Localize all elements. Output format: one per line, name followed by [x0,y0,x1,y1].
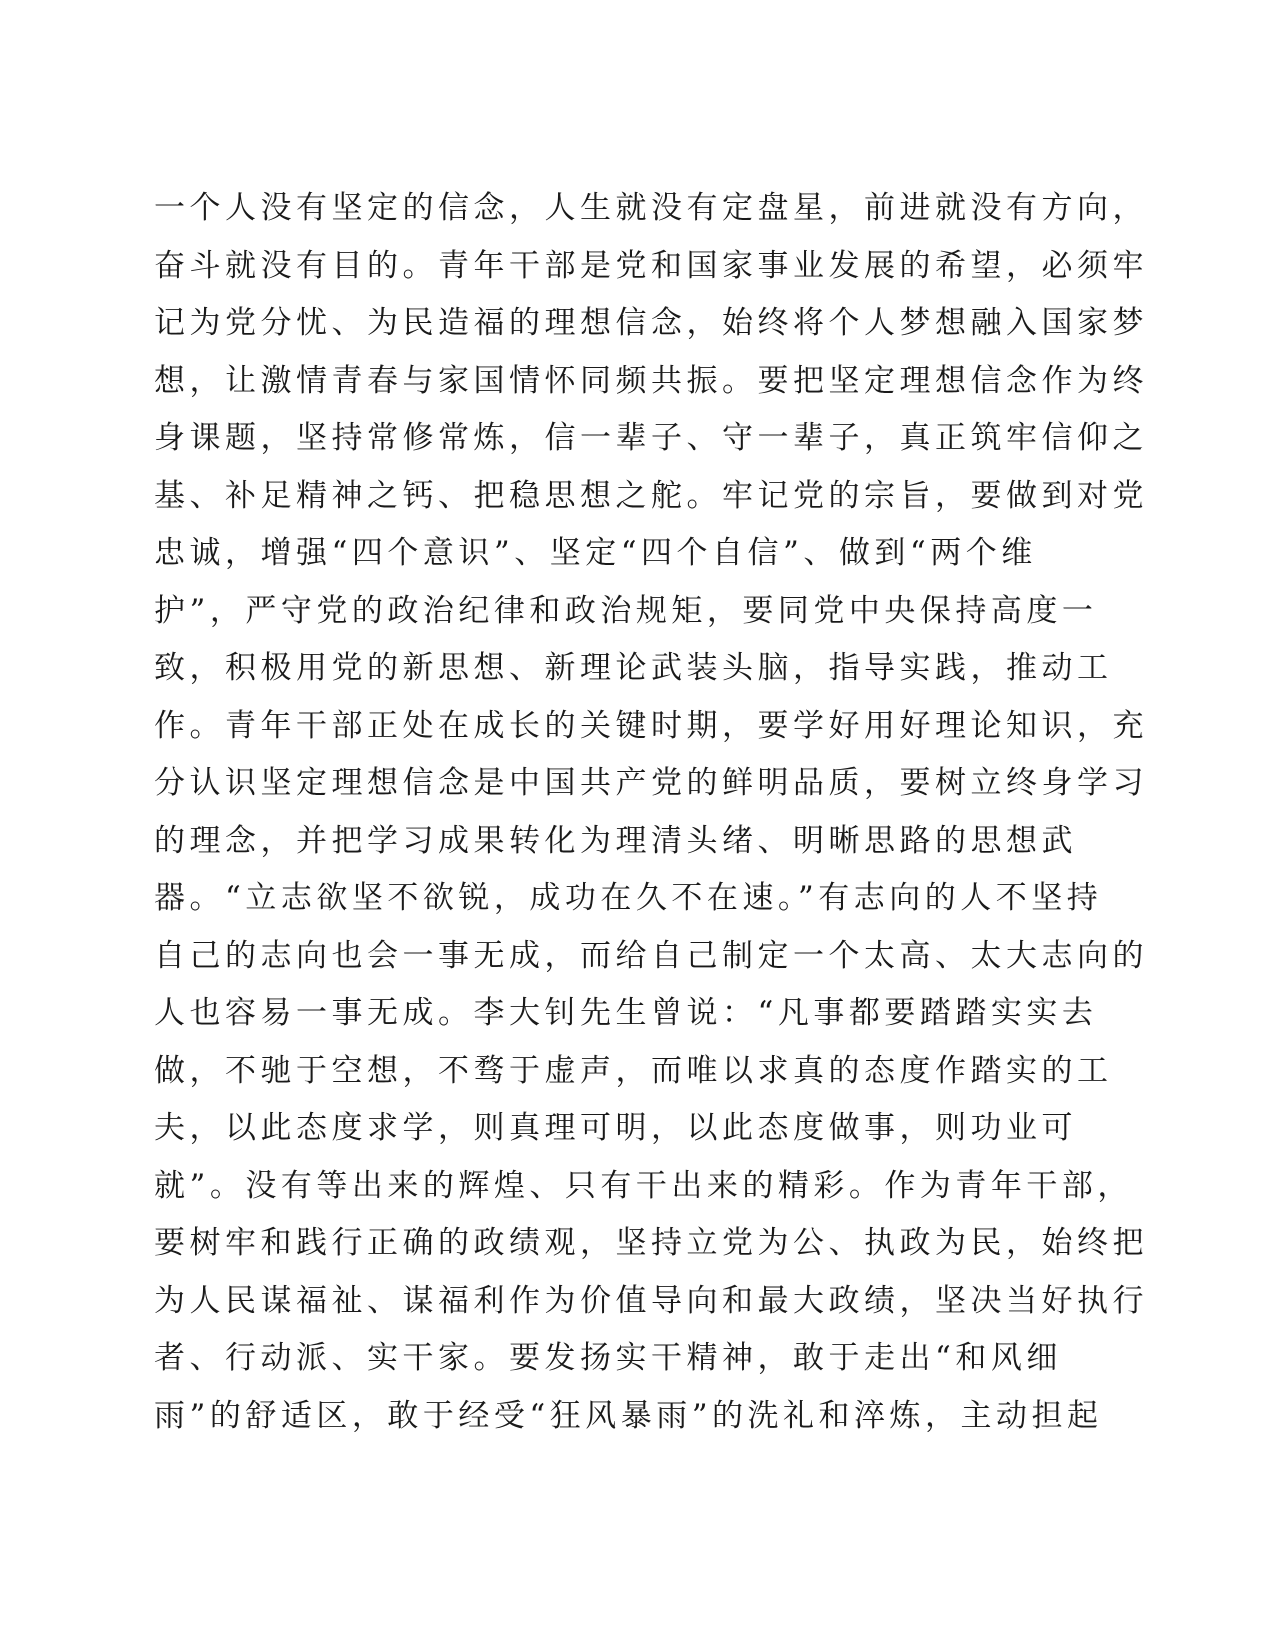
text-line: 身课题，坚持常修常炼，信一辈子、守一辈子，真正筑牢信仰之 [154,420,1148,456]
text-line: 奋斗就没有目的。青年干部是党和国家事业发展的希望，必须牢 [154,247,1148,284]
text-line: 忠诚，增强“四个意识”、坚定“四个自信”、做到“两个维 [154,535,1037,571]
text-line: 基、补足精神之钙、把稳思想之舵。牢记党的宗旨，要做到对党 [154,477,1148,514]
text-line: 器。“立志欲坚不欲锐，成功在久不在速。”有志向的人不坚持 [154,880,1103,916]
text-line: 记为党分忧、为民造福的理想信念，始终将个人梦想融入国家梦 [154,305,1148,341]
text-line: 一个人没有坚定的信念，人生就没有定盘星，前进就没有方向， [154,190,1148,226]
text-line: 者、行动派、实干家。要发扬实干精神，敢于走出“和风细 [154,1340,1062,1376]
text-line: 的理念，并把学习成果转化为理清头绪、明晰思路的思想武 [154,822,1077,859]
text-line: 为人民谋福祉、谋福利作为价值导向和最大政绩，坚决当好执行 [154,1282,1148,1319]
text-line: 做，不驰于空想，不骛于虚声，而唯以求真的态度作踏实的工 [154,1052,1113,1089]
text-line: 作。青年干部正处在成长的关键时期，要学好用好理论知识，充 [154,707,1148,744]
text-line: 人也容易一事无成。李大钊先生曾说：“凡事都要踏踏实实去 [154,995,1098,1031]
text-line: 雨”的舒适区，敢于经受“狂风暴雨”的洗礼和淬炼，主动担起 [154,1397,1103,1434]
text-line: 致，积极用党的新思想、新理论武装头脑，指导实践，推动工 [154,650,1113,686]
text-line: 想，让激情青春与家国情怀同频共振。要把坚定理想信念作为终 [154,362,1148,399]
text-line: 夫，以此态度求学，则真理可明，以此态度做事，则功业可 [154,1110,1077,1146]
text-line: 自己的志向也会一事无成，而给自己制定一个太高、太大志向的 [154,937,1148,974]
text-line: 就”。没有等出来的辉煌、只有干出来的精彩。作为青年干部， [154,1167,1133,1204]
text-line: 分认识坚定理想信念是中国共产党的鲜明品质，要树立终身学习 [154,765,1148,801]
body-paragraph [154,180,1148,1445]
text-line: 要树牢和践行正确的政绩观，坚持立党为公、执政为民，始终把 [154,1225,1148,1261]
text-line: 护”，严守党的政治纪律和政治规矩，要同党中央保持高度一 [154,592,1098,629]
